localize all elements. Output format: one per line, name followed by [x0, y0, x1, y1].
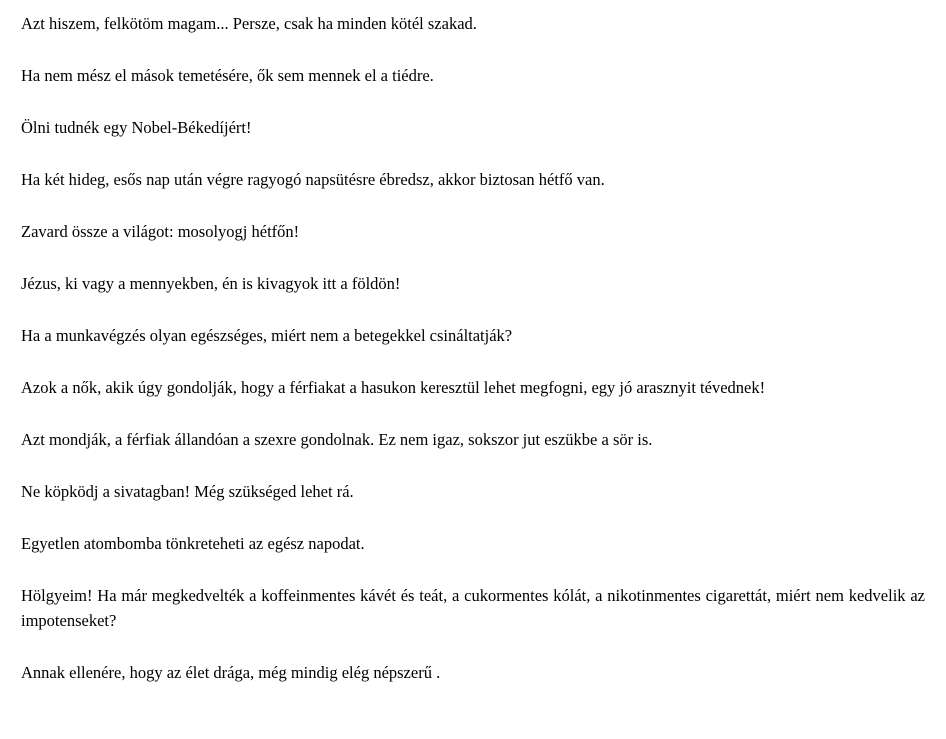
quote-paragraph: Azok a nők, akik úgy gondolják, hogy a férfiakat a hasukon keresztül lehet megfogni, egy jó arasznyit tévednek!	[21, 378, 766, 397]
quote-paragraph: Ölni tudnék egy Nobel-Békedíjért!	[21, 118, 252, 137]
quote-paragraph: Azt hiszem, felkötöm magam... Persze, csak ha minden kötél szakad.	[21, 14, 477, 33]
quote-paragraph: Azt mondják, a férfiak állandóan a szexre gondolnak. Ez nem igaz, sokszor jut eszükbe a sör is.	[21, 430, 653, 449]
quote-paragraph: Ha két hideg, esős nap után végre ragyogó napsütésre ébredsz, akkor biztosan hétfő van.	[21, 170, 605, 189]
quote-paragraph: Hölgyeim! Ha már megkedvelték a koffeinmentes kávét és teát, a cukormentes kólát, a nikotinmentes cigarettát, miért nem kedvelik az impotenseket?	[21, 586, 925, 630]
quote-paragraph: Ha nem mész el mások temetésére, ők sem mennek el a tiédre.	[21, 66, 434, 85]
quote-paragraph: Jézus, ki vagy a mennyekben, én is kivagyok itt a földön!	[21, 274, 401, 293]
quote-paragraph: Ne köpködj a sivatagban! Még szükséged lehet rá.	[21, 482, 354, 501]
quote-paragraph: Ha a munkavégzés olyan egészséges, miért nem a betegekkel csináltatják?	[21, 326, 513, 345]
quote-paragraph: Zavard össze a világot: mosolyogj hétfőn!	[21, 222, 300, 241]
quote-paragraph: Annak ellenére, hogy az élet drága, még mindig elég népszerű .	[21, 663, 441, 682]
quote-paragraph: Egyetlen atombomba tönkreteheti az egész napodat.	[21, 534, 365, 553]
